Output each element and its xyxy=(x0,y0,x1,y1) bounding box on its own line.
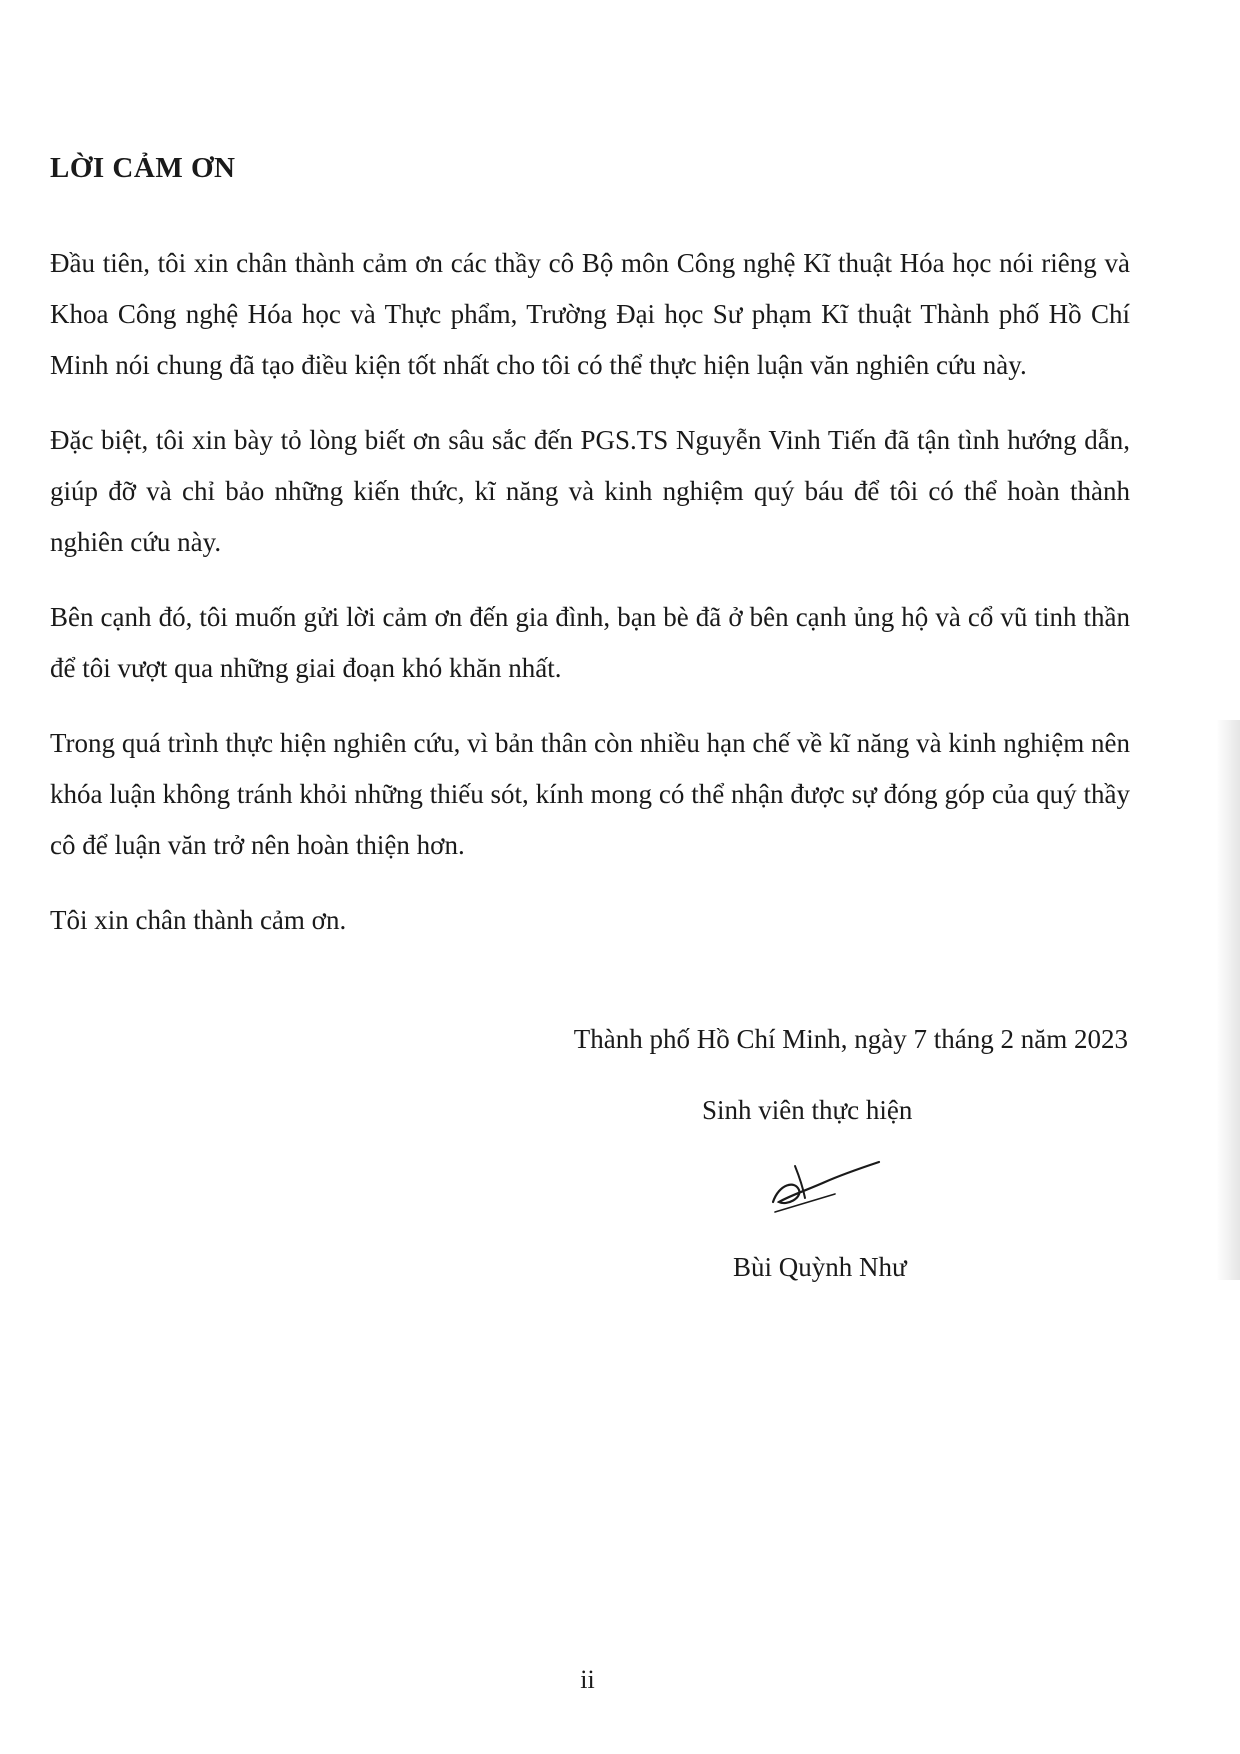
page-number: ii xyxy=(580,1665,595,1694)
signer-name: Bùi Quỳnh Như xyxy=(733,1252,907,1282)
paragraph-limitations: Trong quá trình thực hiện nghiên cứu, vì bản thân còn nhiều hạn chế về kĩ năng và kinh nghiệm nên khóa luận không tránh khỏi những thiếu sót, kính mong có thể nhận được sự đóng góp của quý thầy cô để luận văn trở nên hoàn thiện hơn. xyxy=(50,728,1130,860)
signature-icon xyxy=(765,1150,885,1220)
scan-shadow xyxy=(1216,720,1240,1280)
paragraph-family: Bên cạnh đó, tôi muốn gửi lời cảm ơn đến gia đình, bạn bè đã ở bên cạnh ủng hộ và cổ vũ tinh thần để tôi vượt qua những giai đoạn khó khăn nhất. xyxy=(50,602,1130,683)
signer-role: Sinh viên thực hiện xyxy=(702,1095,913,1125)
page-title: LỜI CẢM ƠN xyxy=(50,152,236,184)
paragraph-faculty: Đầu tiên, tôi xin chân thành cảm ơn các thầy cô Bộ môn Công nghệ Kĩ thuật Hóa học nói riêng và Khoa Công nghệ Hóa học và Thực phẩm, Trường Đại học Sư phạm Kĩ thuật Thành phố Hồ Chí Minh nói chung đã tạo điều kiện tốt nhất cho tôi có thể thực hiện luận văn nghiên cứu này. xyxy=(50,248,1130,380)
paragraph-thanks: Tôi xin chân thành cảm ơn. xyxy=(50,905,347,935)
acknowledgement-body xyxy=(50,238,1130,970)
place-date: Thành phố Hồ Chí Minh, ngày 7 tháng 2 năm 2023 xyxy=(573,1024,1128,1054)
paragraph-advisor: Đặc biệt, tôi xin bày tỏ lòng biết ơn sâu sắc đến PGS.TS Nguyễn Vinh Tiến đã tận tình hướng dẫn, giúp đỡ và chỉ bảo những kiến thức, kĩ năng và kinh nghiệm quý báu để tôi có thể hoàn thành nghiên cứu này. xyxy=(50,425,1130,557)
